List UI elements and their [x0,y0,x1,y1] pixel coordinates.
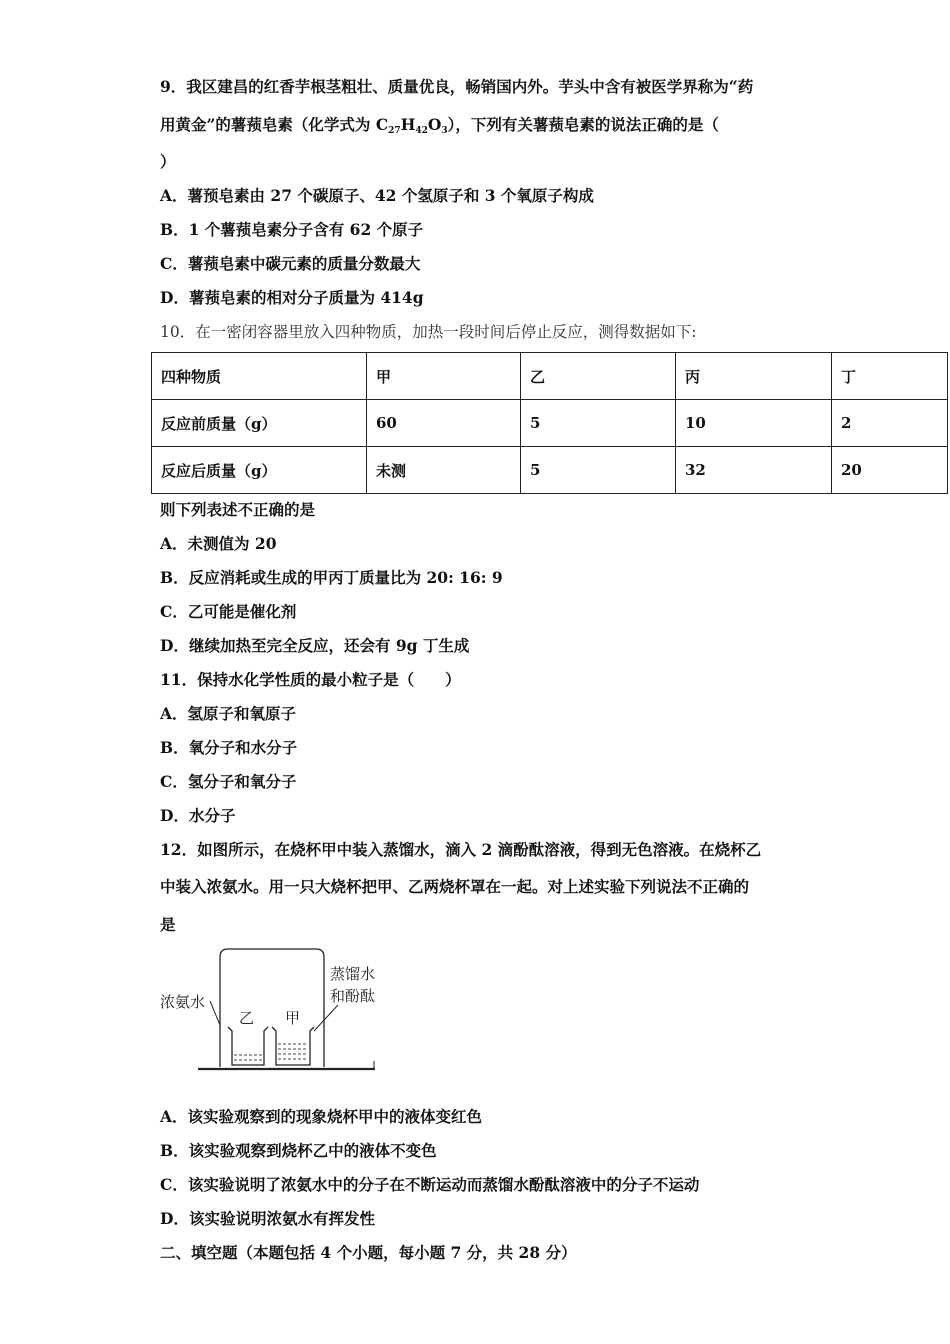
q11-option-b: B．氧分子和水分子 [160,738,298,757]
beaker-experiment-figure [160,945,385,1080]
table-cell: 60 [367,400,521,447]
large-beaker-outline [220,949,324,1067]
label-distilled-water: 蒸馏水 [330,965,376,983]
q10-stem: 10．在一密闭容器里放入四种物质，加热一段时间后停止反应，测得数据如下: [160,323,697,341]
table-header-cell: 丁 [832,353,948,400]
q9-option-b: B．1 个薯蓣皂素分子含有 62 个原子 [160,220,424,239]
leader-line-right [314,1005,338,1031]
q9-stem-line2-start: 用黄金”的薯蓣皂素（化学式为 C [160,115,389,134]
label-concentrated-ammonia: 浓氨水 [160,993,206,1011]
q12-option-d: D．该实验说明浓氨水有挥发性 [160,1209,375,1228]
q11-option-d: D．水分子 [160,806,236,825]
q10-option-c: C．乙可能是催化剂 [160,602,297,621]
table-cell: 32 [676,447,832,494]
formula-h: H [400,115,416,134]
q12-stem-line1: 12．如图所示，在烧杯甲中装入蒸馏水，滴入 2 滴酚酞溶液，得到无色溶液。在烧杯乙 [160,840,762,859]
table-cell: 2 [832,400,948,447]
table-cell: 20 [832,447,948,494]
q12-stem-line3: 是 [160,915,176,934]
q11-option-c: C．氢分子和氧分子 [160,772,297,791]
table-cell: 5 [521,447,676,494]
q10-option-b: B．反应消耗或生成的甲丙丁质量比为 20: 16: 9 [160,568,503,587]
q12-option-b: B．该实验观察到烧杯乙中的液体不变色 [160,1141,437,1160]
table-cell: 5 [521,400,676,447]
label-phenolphthalein: 和酚酞 [330,987,376,1005]
formula-o: O [427,115,442,134]
q12-stem-line2: 中装入浓氨水。用一只大烧杯把甲、乙两烧杯罩在一起。对上述实验下列说法不正确的 [160,877,750,896]
q9-option-a: A．薯预皂素由 27 个碳原子、42 个氢原子和 3 个氧原子构成 [160,186,594,205]
table-cell: 反应后质量（g） [152,447,367,494]
table-header-row [152,353,948,400]
leader-line-left [210,1001,220,1025]
table-header-cell: 四种物质 [152,353,367,400]
label-beaker-jia: 甲 [285,1009,301,1027]
q11-option-a: A．氢原子和氧原子 [160,704,297,723]
table-header-cell: 甲 [367,353,521,400]
formula-sub-h: 42 [415,126,428,136]
table-cell: 10 [676,400,832,447]
q10-after-table: 则下列表述不正确的是 [160,500,316,519]
table-row [152,400,948,447]
q9-stem-line1: 9．我区建昌的红香芋根茎粗壮、质量优良，畅销国内外。芋头中含有被医学界称为“药 [160,77,754,96]
table-header-cell: 丙 [676,353,832,400]
table-cell: 反应前质量（g） [152,400,367,447]
formula-sub-c: 27 [388,126,401,136]
beaker-yi [228,1027,268,1065]
q11-stem: 11．保持水化学性质的最小粒子是（ ） [160,670,461,689]
q12-option-c: C．该实验说明了浓氨水中的分子在不断运动而蒸馏水酚酞溶液中的分子不运动 [160,1175,700,1194]
label-beaker-yi: 乙 [239,1009,255,1027]
q10-option-a: A．未测值为 20 [160,534,277,553]
q9-option-c: C．薯蓣皂素中碳元素的质量分数最大 [160,254,421,273]
table-row [152,447,948,494]
q9-stem-line2 [160,115,719,141]
q10-data-table [151,352,948,494]
q10-option-d: D．继续加热至完全反应，还会有 9g 丁生成 [160,636,470,655]
q9-stem-line2-end: ），下列有关薯蓣皂素的说法正确的是（ [447,115,719,134]
q9-option-d: D．薯蓣皂素的相对分子质量为 414g [160,288,424,307]
table-header-cell: 乙 [521,353,676,400]
table-cell: 未测 [367,447,521,494]
q9-stem-line3: ） [160,152,176,171]
q12-option-a: A．该实验观察到的现象烧杯甲中的液体变红色 [160,1107,483,1126]
formula-sub-o: 3 [441,126,448,136]
section-heading: 二、填空题（本题包括 4 个小题，每小题 7 分，共 28 分） [160,1243,577,1262]
